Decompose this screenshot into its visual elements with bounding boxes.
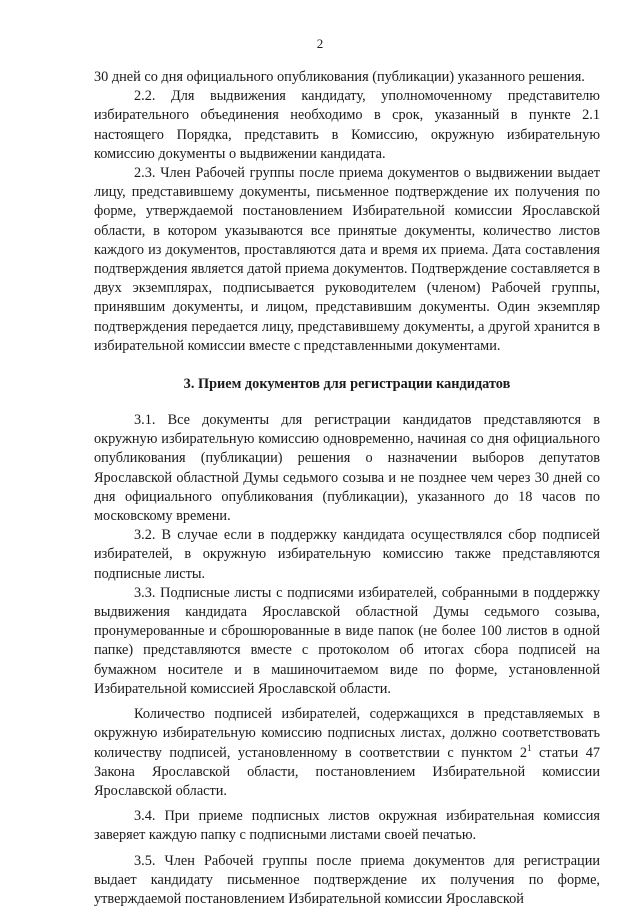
signature-count-text: Количество подписей избирателей, содержащихся в представляемых в окружную избирательную комиссию подписных листах, должно соответствовать количеству подписей, установленному в соответствии с пунктом 2 xyxy=(94,706,600,761)
superscript-marker: 1 xyxy=(527,742,532,753)
paragraph-continuation: 30 дней со дня официального опубликования (публикации) указанного решения. xyxy=(94,69,585,85)
document-body xyxy=(94,68,600,909)
section-heading: 3. Прием документов для регистрации кандидатов xyxy=(183,376,511,393)
paragraph-signature-count xyxy=(94,705,600,801)
paragraph-3-4: 3.4. При приеме подписных листов окружная избирательная комиссия заверяет каждую папку с подписными листами своей печатью. xyxy=(94,808,600,844)
paragraph-2-3: 2.3. Член Рабочей группы после приема документов о выдвижении выдает лицу, представившему документы, письменное подтверждение их получения по форме, утверждаемой постановлением Избирательной комиссии Ярославской области, в котором указываются все принятые документы, количество листов каждого из документов, проставляются дата и время их приема. Дата составления подтверждения является датой приема документов. Подтверждение составляется в двух экземплярах, подписывается руководителем (членом) Рабочей группы, принявшим документы, и лицом, представившим документы. Один экземпляр подтверждения передается лицу, представившему документы, а другой хранится в избирательной комиссии вместе с представленными документами. xyxy=(94,165,600,354)
paragraph-2-2: 2.2. Для выдвижения кандидату, уполномоченному представителю избирательного объединения необходимо в срок, указанный в пункте 2.1 настоящего Порядка, представить в Комиссию, окружную избирательную комиссию документы о выдвижении кандидата. xyxy=(94,88,600,162)
page-number: 2 xyxy=(316,36,324,51)
paragraph-3-1: 3.1. Все документы для регистрации кандидатов представляются в окружную избирательную комиссию одновременно, начиная со дня официального опубликования (публикации) решения о назначении выборов депутатов Ярославской областной Думы седьмого созыва и не позднее чем через 30 дней со дня официального опубликования (публикации), указанного до 18 часов по московскому времени. xyxy=(94,412,600,525)
signature-count-text-end: статьи 47 Закона Ярославской области, постановлением Избирательной комиссии Ярославской области. xyxy=(94,744,601,799)
paragraph-3-2: 3.2. В случае если в поддержку кандидата осуществлялся сбор подписей избирателей, в окружную избирательную комиссию также представляются подписные листы. xyxy=(94,527,600,582)
paragraph-3-5: 3.5. Член Рабочей группы после приема документов для регистрации выдает кандидату письменное подтверждение их получения по форме, утверждаемой постановлением Избирательной комиссии Ярославской xyxy=(94,852,600,907)
paragraph-3-3: 3.3. Подписные листы с подписями избирателей, собранными в поддержку выдвижения кандидата Ярославской областной Думы седьмого созыва, пронумерованные и сброшюрованные в виде папок (не более 100 листов в одной папке) представляются вместе с протоколом об итогах сбора подписей на бумажном носителе и в машиночитаемом виде по форме, установленной Избирательной комиссией Ярославской области. xyxy=(94,584,600,697)
